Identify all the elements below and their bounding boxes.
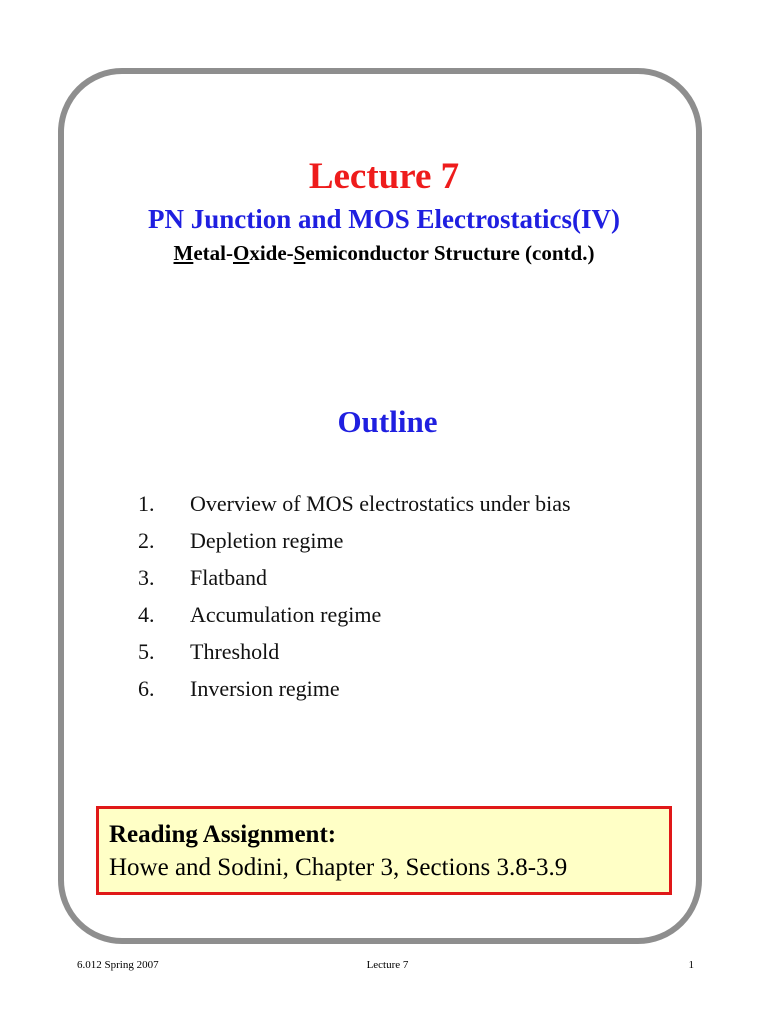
outline-item-number: 1. — [138, 491, 155, 516]
reading-assignment-title: Reading Assignment: — [109, 821, 337, 848]
outline-item-text: Inversion regime — [190, 676, 340, 701]
slide-subsubtitle — [0, 239, 768, 267]
outline-item-number: 4. — [138, 602, 155, 627]
outline-item-text: Overview of MOS electrostatics under bias — [190, 491, 571, 516]
subsubtitle-part: emiconductor Structure (contd.) — [305, 241, 595, 265]
outline-item-number: 5. — [138, 639, 155, 664]
subsubtitle-part: M — [173, 241, 194, 265]
outline-item-number: 2. — [138, 528, 155, 553]
subsubtitle-part: O — [233, 241, 250, 265]
footer-course: 6.012 Spring 2007 — [77, 959, 159, 971]
outline-item-text: Depletion regime — [190, 528, 344, 553]
subsubtitle-part: etal- — [193, 241, 233, 265]
subsubtitle-part: xide- — [249, 241, 294, 265]
reading-assignment-box — [96, 806, 672, 895]
outline-heading: Outline — [337, 404, 438, 439]
outline-item-text: Accumulation regime — [190, 602, 382, 627]
outline-item-text: Threshold — [190, 639, 280, 664]
reading-assignment-text: Howe and Sodini, Chapter 3, Sections 3.8-3.9 — [109, 854, 568, 881]
subsubtitle-part: S — [293, 241, 306, 265]
footer-page-number: 1 — [688, 959, 694, 971]
slide-subtitle: PN Junction and MOS Electrostatics(IV) — [148, 204, 620, 234]
outline-item-text: Flatband — [190, 565, 267, 590]
outline-item-number: 6. — [138, 676, 155, 701]
slide-title: Lecture 7 — [308, 156, 460, 197]
outline-item-number: 3. — [138, 565, 155, 590]
footer-lecture: Lecture 7 — [366, 959, 409, 971]
